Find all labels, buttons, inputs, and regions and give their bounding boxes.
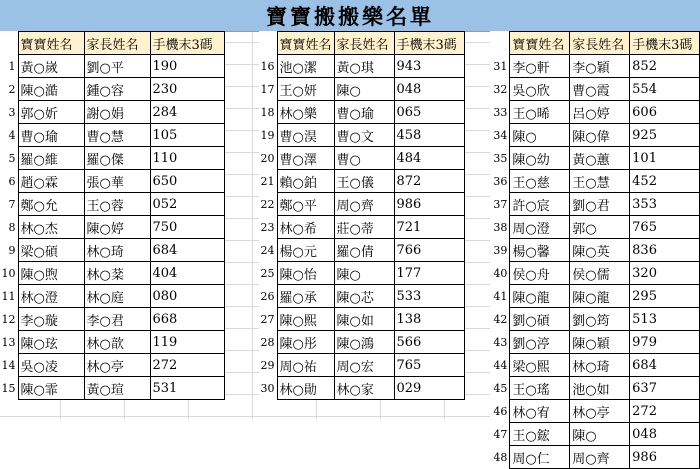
- parent-name-cell[interactable]: 侯○儒: [570, 262, 630, 285]
- parent-name-cell[interactable]: 曹○文: [334, 124, 394, 147]
- header-phone-last3[interactable]: 手機末3碼: [150, 32, 224, 55]
- row-number: 16: [260, 59, 275, 73]
- header-baby-name[interactable]: 寶寶姓名: [18, 32, 84, 55]
- table-row: [490, 446, 700, 469]
- baby-name-cell[interactable]: 鄭○允: [18, 193, 84, 216]
- table-row: [0, 216, 224, 239]
- table-row: [490, 78, 700, 101]
- phone-last3-cell[interactable]: 452: [630, 170, 700, 193]
- table-row: [0, 308, 224, 331]
- parent-name-cell[interactable]: 林○琦: [570, 354, 630, 377]
- table-row: [259, 331, 464, 354]
- row-number: 4: [8, 128, 16, 142]
- row-number: 10: [1, 266, 16, 280]
- row-number: 15: [1, 381, 16, 395]
- row-number: 43: [493, 335, 508, 349]
- table-row: [0, 147, 224, 170]
- row-number: 31: [493, 59, 508, 73]
- header-row: [490, 32, 700, 55]
- row-number: 22: [260, 197, 275, 211]
- phone-last3-cell[interactable]: 533: [394, 285, 464, 308]
- baby-name-cell[interactable]: 楊○元: [277, 239, 334, 262]
- row-number: 45: [493, 381, 508, 395]
- table-row: [259, 101, 464, 124]
- baby-name-cell[interactable]: 羅○維: [18, 147, 84, 170]
- roster-rows: [0, 55, 224, 400]
- table-row: [259, 78, 464, 101]
- baby-name-cell[interactable]: 劉○渟: [510, 331, 570, 354]
- table-row: [0, 124, 224, 147]
- phone-last3-cell[interactable]: 836: [630, 239, 700, 262]
- parent-name-cell[interactable]: 謝○娟: [84, 101, 150, 124]
- header-parent-name[interactable]: 家長姓名: [84, 32, 150, 55]
- baby-name-cell[interactable]: 周○仁: [510, 446, 570, 469]
- row-number: 26: [260, 289, 275, 303]
- row-number-header: [0, 32, 18, 55]
- phone-last3-cell[interactable]: 943: [394, 55, 464, 78]
- phone-last3-cell[interactable]: 684: [630, 354, 700, 377]
- row-number: 3: [8, 105, 16, 119]
- phone-last3-cell[interactable]: 986: [394, 193, 464, 216]
- phone-last3-cell[interactable]: 986: [630, 446, 700, 469]
- phone-last3-cell[interactable]: 272: [630, 400, 700, 423]
- parent-name-cell[interactable]: 陳○婷: [84, 216, 150, 239]
- row-number: 37: [493, 197, 508, 211]
- phone-last3-cell[interactable]: 284: [150, 101, 224, 124]
- phone-last3-cell[interactable]: 484: [394, 147, 464, 170]
- table-row: [259, 147, 464, 170]
- row-number: 27: [260, 312, 275, 326]
- row-number: 34: [493, 128, 508, 142]
- header-phone-last3[interactable]: 手機末3碼: [630, 32, 700, 55]
- roster-table-3: [490, 31, 700, 469]
- baby-name-cell[interactable]: 陳○煦: [18, 262, 84, 285]
- table-row: [0, 193, 224, 216]
- header-row: [259, 32, 464, 55]
- parent-name-cell[interactable]: 周○宏: [334, 354, 394, 377]
- table-row: [490, 124, 700, 147]
- row-number: 42: [493, 312, 508, 326]
- parent-name-cell[interactable]: 陳○: [334, 262, 394, 285]
- parent-name-cell[interactable]: 黃○琪: [334, 55, 394, 78]
- table-row: [490, 262, 700, 285]
- parent-name-cell[interactable]: 王○慧: [570, 170, 630, 193]
- table-row: [490, 55, 700, 78]
- row-number: 46: [493, 404, 508, 418]
- phone-last3-cell[interactable]: 458: [394, 124, 464, 147]
- parent-name-cell[interactable]: 周○齊: [570, 446, 630, 469]
- phone-last3-cell[interactable]: 925: [630, 124, 700, 147]
- baby-name-cell[interactable]: 趙○霖: [18, 170, 84, 193]
- baby-name-cell[interactable]: 許○宸: [510, 193, 570, 216]
- baby-name-cell[interactable]: 王○鋐: [510, 423, 570, 446]
- roster-block-2: [259, 31, 465, 400]
- row-number-header: [259, 32, 277, 55]
- row-number: 5: [8, 151, 16, 165]
- baby-name-cell[interactable]: 陳○霏: [18, 377, 84, 400]
- row-number: 12: [1, 312, 16, 326]
- phone-last3-cell[interactable]: 272: [150, 354, 224, 377]
- parent-name-cell[interactable]: 林○琦: [84, 239, 150, 262]
- phone-last3-cell[interactable]: 852: [630, 55, 700, 78]
- row-number: 14: [1, 358, 16, 372]
- parent-name-cell[interactable]: 陳○: [334, 78, 394, 101]
- baby-name-cell[interactable]: 曹○瑜: [18, 124, 84, 147]
- row-number: 19: [260, 128, 275, 142]
- row-number: 13: [1, 335, 16, 349]
- row-number: 11: [1, 289, 16, 303]
- phone-last3-cell[interactable]: 101: [630, 147, 700, 170]
- phone-last3-cell[interactable]: 110: [150, 147, 224, 170]
- parent-name-cell[interactable]: 陳○: [570, 423, 630, 446]
- parent-name-cell[interactable]: 林○亭: [570, 400, 630, 423]
- baby-name-cell[interactable]: 劉○碩: [510, 308, 570, 331]
- baby-name-cell[interactable]: 林○樂: [277, 101, 334, 124]
- phone-last3-cell[interactable]: 320: [630, 262, 700, 285]
- roster-block-3: [490, 31, 700, 469]
- roster-table-1: [0, 31, 225, 400]
- phone-last3-cell[interactable]: 606: [630, 101, 700, 124]
- table-row: [0, 78, 224, 101]
- parent-name-cell[interactable]: 王○蓉: [84, 193, 150, 216]
- row-number: 9: [8, 243, 16, 257]
- row-number: 33: [493, 105, 508, 119]
- parent-name-cell[interactable]: 黃○蕙: [570, 147, 630, 170]
- row-number: 24: [260, 243, 275, 257]
- parent-name-cell[interactable]: 張○華: [84, 170, 150, 193]
- phone-last3-cell[interactable]: 048: [394, 78, 464, 101]
- header-baby-name[interactable]: 寶寶姓名: [510, 32, 570, 55]
- row-number: 28: [260, 335, 275, 349]
- parent-name-cell[interactable]: 陳○鴻: [334, 331, 394, 354]
- parent-name-cell[interactable]: 周○齊: [334, 193, 394, 216]
- phone-last3-cell[interactable]: 177: [394, 262, 464, 285]
- phone-last3-cell[interactable]: 052: [150, 193, 224, 216]
- baby-name-cell[interactable]: 梁○熙: [510, 354, 570, 377]
- parent-name-cell[interactable]: 王○儀: [334, 170, 394, 193]
- baby-name-cell[interactable]: 羅○承: [277, 285, 334, 308]
- table-row: [259, 239, 464, 262]
- table-row: [259, 354, 464, 377]
- roster-rows: [490, 55, 700, 469]
- parent-name-cell[interactable]: 曹○慧: [84, 124, 150, 147]
- row-number: 17: [260, 82, 275, 96]
- phone-last3-cell[interactable]: 065: [394, 101, 464, 124]
- baby-name-cell[interactable]: 陳○: [510, 124, 570, 147]
- baby-name-cell[interactable]: 陳○幼: [510, 147, 570, 170]
- phone-last3-cell[interactable]: 531: [150, 377, 224, 400]
- parent-name-cell[interactable]: 曹○瑜: [334, 101, 394, 124]
- row-number: 1: [8, 59, 16, 73]
- phone-last3-cell[interactable]: 765: [394, 354, 464, 377]
- parent-name-cell[interactable]: 劉○平: [84, 55, 150, 78]
- baby-name-cell[interactable]: 李○軒: [510, 55, 570, 78]
- table-row: [490, 308, 700, 331]
- table-row: [0, 101, 224, 124]
- parent-name-cell[interactable]: 池○如: [570, 377, 630, 400]
- table-row: [490, 239, 700, 262]
- table-row: [490, 216, 700, 239]
- baby-name-cell[interactable]: 吳○欣: [510, 78, 570, 101]
- phone-last3-cell[interactable]: 566: [394, 331, 464, 354]
- baby-name-cell[interactable]: 李○璇: [18, 308, 84, 331]
- table-row: [259, 55, 464, 78]
- parent-name-cell[interactable]: 劉○筠: [570, 308, 630, 331]
- phone-last3-cell[interactable]: 404: [150, 262, 224, 285]
- baby-name-cell[interactable]: 王○慈: [510, 170, 570, 193]
- baby-name-cell[interactable]: 曹○淏: [277, 124, 334, 147]
- baby-name-cell[interactable]: 陳○熙: [277, 308, 334, 331]
- baby-name-cell[interactable]: 陳○龍: [510, 285, 570, 308]
- baby-name-cell[interactable]: 林○杰: [18, 216, 84, 239]
- parent-name-cell[interactable]: 林○庭: [84, 285, 150, 308]
- parent-name-cell[interactable]: 曹○: [334, 147, 394, 170]
- row-number: 29: [260, 358, 275, 372]
- baby-name-cell[interactable]: 王○妍: [277, 78, 334, 101]
- phone-last3-cell[interactable]: 750: [150, 216, 224, 239]
- parent-name-cell[interactable]: 林○歆: [84, 331, 150, 354]
- table-row: [259, 308, 464, 331]
- baby-name-cell[interactable]: 周○澄: [510, 216, 570, 239]
- phone-last3-cell[interactable]: 766: [394, 239, 464, 262]
- baby-name-cell[interactable]: 王○晞: [510, 101, 570, 124]
- table-row: [0, 170, 224, 193]
- table-row: [490, 101, 700, 124]
- row-number: 2: [8, 82, 16, 96]
- phone-last3-cell[interactable]: 872: [394, 170, 464, 193]
- baby-name-cell[interactable]: 陳○怡: [277, 262, 334, 285]
- table-row: [0, 262, 224, 285]
- parent-name-cell[interactable]: 李○穎: [570, 55, 630, 78]
- parent-name-cell[interactable]: 林○亭: [84, 354, 150, 377]
- sheet-title[interactable]: 寶寶搬搬樂名單: [0, 0, 700, 32]
- baby-name-cell[interactable]: 賴○鉑: [277, 170, 334, 193]
- baby-name-cell[interactable]: 周○祐: [277, 354, 334, 377]
- row-number: 44: [493, 358, 508, 372]
- row-number: 30: [260, 381, 275, 395]
- row-number: 41: [493, 289, 508, 303]
- parent-name-cell[interactable]: 林○棻: [84, 262, 150, 285]
- parent-name-cell[interactable]: 陳○如: [334, 308, 394, 331]
- parent-name-cell[interactable]: 鍾○容: [84, 78, 150, 101]
- phone-last3-cell[interactable]: 513: [630, 308, 700, 331]
- parent-name-cell[interactable]: 李○君: [84, 308, 150, 331]
- phone-last3-cell[interactable]: 080: [150, 285, 224, 308]
- row-number: 47: [493, 427, 508, 441]
- table-row: [490, 193, 700, 216]
- header-parent-name[interactable]: 家長姓名: [334, 32, 394, 55]
- table-row: [490, 354, 700, 377]
- parent-name-cell[interactable]: 黃○瑄: [84, 377, 150, 400]
- phone-last3-cell[interactable]: 353: [630, 193, 700, 216]
- parent-name-cell[interactable]: 陳○穎: [570, 331, 630, 354]
- phone-last3-cell[interactable]: 668: [150, 308, 224, 331]
- baby-name-cell[interactable]: 池○潔: [277, 55, 334, 78]
- baby-name-cell[interactable]: 鄭○平: [277, 193, 334, 216]
- phone-last3-cell[interactable]: 637: [630, 377, 700, 400]
- header-baby-name[interactable]: 寶寶姓名: [277, 32, 334, 55]
- header-parent-name[interactable]: 家長姓名: [570, 32, 630, 55]
- table-row: [0, 239, 224, 262]
- roster-block-1: [0, 31, 225, 400]
- phone-last3-cell[interactable]: 230: [150, 78, 224, 101]
- table-row: [490, 377, 700, 400]
- row-number: 32: [493, 82, 508, 96]
- row-number: 35: [493, 151, 508, 165]
- row-number: 18: [260, 105, 275, 119]
- table-row: [0, 331, 224, 354]
- baby-name-cell[interactable]: 曹○澤: [277, 147, 334, 170]
- roster-rows: [259, 55, 464, 400]
- baby-name-cell[interactable]: 林○希: [277, 216, 334, 239]
- row-number: 48: [493, 450, 508, 464]
- table-row: [0, 285, 224, 308]
- phone-last3-cell[interactable]: 295: [630, 285, 700, 308]
- table-row: [0, 354, 224, 377]
- table-row: [259, 170, 464, 193]
- row-number: 23: [260, 220, 275, 234]
- baby-name-cell[interactable]: 陳○彤: [277, 331, 334, 354]
- baby-name-cell[interactable]: 林○勛: [277, 377, 334, 400]
- row-number: 25: [260, 266, 275, 280]
- row-number: 20: [260, 151, 275, 165]
- table-row: [259, 216, 464, 239]
- parent-name-cell[interactable]: 羅○倩: [334, 239, 394, 262]
- table-row: [490, 400, 700, 423]
- baby-name-cell[interactable]: 林○宥: [510, 400, 570, 423]
- row-number: 36: [493, 174, 508, 188]
- baby-name-cell[interactable]: 侯○舟: [510, 262, 570, 285]
- parent-name-cell[interactable]: 陳○偉: [570, 124, 630, 147]
- phone-last3-cell[interactable]: 048: [630, 423, 700, 446]
- row-number: 6: [8, 174, 16, 188]
- phone-last3-cell[interactable]: 029: [394, 377, 464, 400]
- table-row: [259, 262, 464, 285]
- phone-last3-cell[interactable]: 684: [150, 239, 224, 262]
- table-row: [259, 193, 464, 216]
- parent-name-cell[interactable]: 莊○蒂: [334, 216, 394, 239]
- row-number-header: [490, 32, 510, 55]
- table-row: [259, 124, 464, 147]
- parent-name-cell[interactable]: 陳○芯: [334, 285, 394, 308]
- row-number: 7: [8, 197, 16, 211]
- row-number: 8: [8, 220, 16, 234]
- phone-last3-cell[interactable]: 138: [394, 308, 464, 331]
- phone-last3-cell[interactable]: 105: [150, 124, 224, 147]
- phone-last3-cell[interactable]: 765: [630, 216, 700, 239]
- parent-name-cell[interactable]: 劉○君: [570, 193, 630, 216]
- table-row: [490, 170, 700, 193]
- row-number: 21: [260, 174, 275, 188]
- baby-name-cell[interactable]: 黃○嵗: [18, 55, 84, 78]
- table-row: [490, 423, 700, 446]
- parent-name-cell[interactable]: 林○家: [334, 377, 394, 400]
- baby-name-cell[interactable]: 陳○玹: [18, 331, 84, 354]
- phone-last3-cell[interactable]: 721: [394, 216, 464, 239]
- table-row: [490, 285, 700, 308]
- baby-name-cell[interactable]: 郭○妡: [18, 101, 84, 124]
- table-row: [490, 147, 700, 170]
- parent-name-cell[interactable]: 呂○婷: [570, 101, 630, 124]
- baby-name-cell[interactable]: 王○瑤: [510, 377, 570, 400]
- table-row: [0, 55, 224, 78]
- header-phone-last3[interactable]: 手機末3碼: [394, 32, 464, 55]
- baby-name-cell[interactable]: 楊○馨: [510, 239, 570, 262]
- table-row: [259, 285, 464, 308]
- baby-name-cell[interactable]: 吳○凌: [18, 354, 84, 377]
- parent-name-cell[interactable]: 羅○傑: [84, 147, 150, 170]
- baby-name-cell[interactable]: 林○澄: [18, 285, 84, 308]
- phone-last3-cell[interactable]: 650: [150, 170, 224, 193]
- row-number: 39: [493, 243, 508, 257]
- baby-name-cell[interactable]: 陳○澔: [18, 78, 84, 101]
- baby-name-cell[interactable]: 梁○碩: [18, 239, 84, 262]
- parent-name-cell[interactable]: 郭○: [570, 216, 630, 239]
- phone-last3-cell[interactable]: 554: [630, 78, 700, 101]
- phone-last3-cell[interactable]: 190: [150, 55, 224, 78]
- table-row: [490, 331, 700, 354]
- roster-table-2: [259, 31, 465, 400]
- row-number: 38: [493, 220, 508, 234]
- phone-last3-cell[interactable]: 119: [150, 331, 224, 354]
- header-row: [0, 32, 224, 55]
- parent-name-cell[interactable]: 曹○霞: [570, 78, 630, 101]
- table-row: [0, 377, 224, 400]
- parent-name-cell[interactable]: 陳○龍: [570, 285, 630, 308]
- phone-last3-cell[interactable]: 979: [630, 331, 700, 354]
- parent-name-cell[interactable]: 陳○英: [570, 239, 630, 262]
- table-row: [259, 377, 464, 400]
- row-number: 40: [493, 266, 508, 280]
